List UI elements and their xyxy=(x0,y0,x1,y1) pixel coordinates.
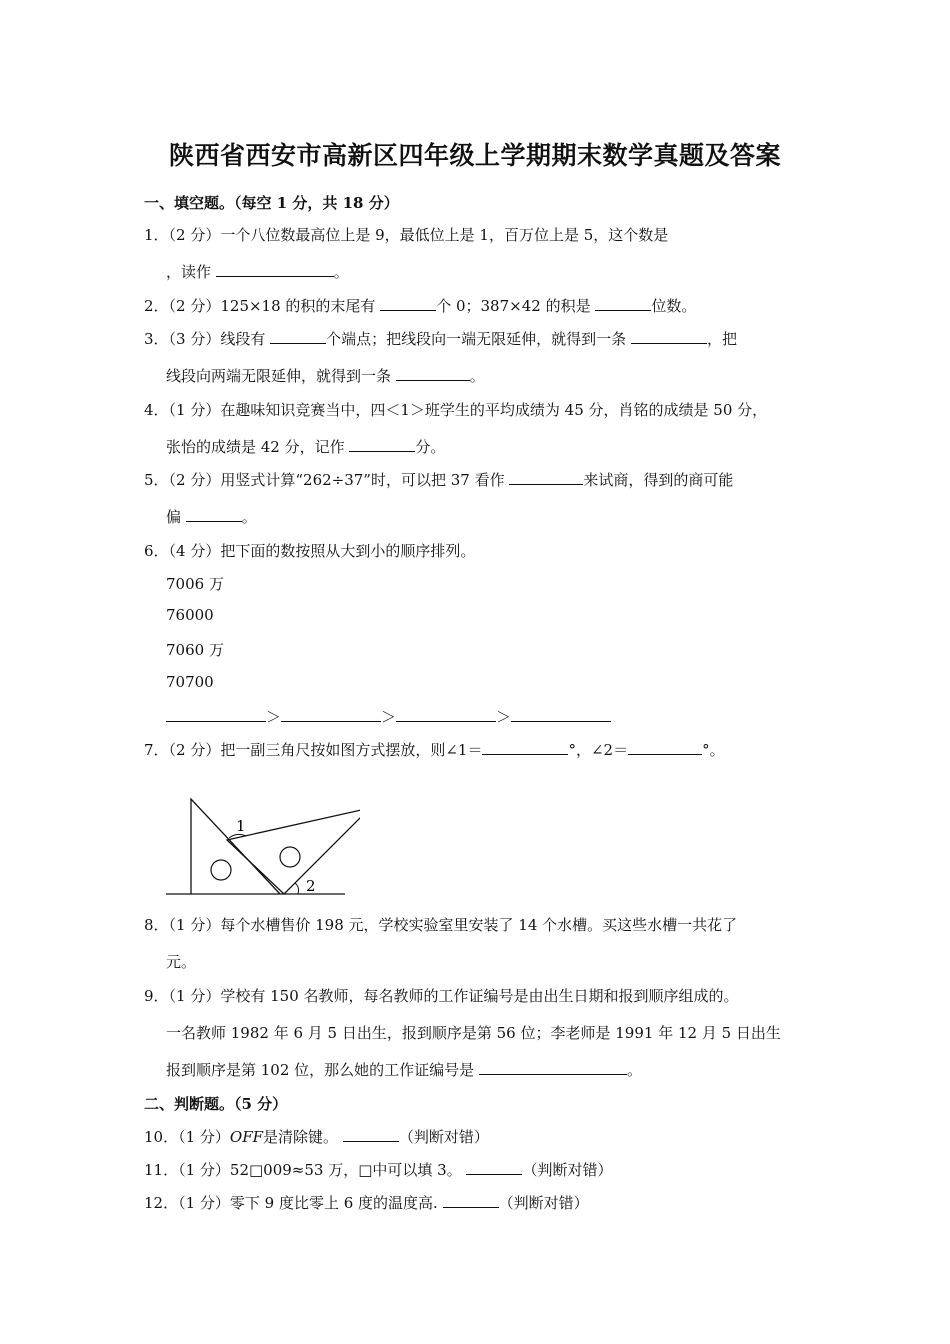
question-3-line-2: 线段向两端无限延伸，就得到一条 。 xyxy=(166,367,485,385)
greater-than-sign: ＞ xyxy=(381,708,397,726)
answer-blank[interactable] xyxy=(443,1193,499,1208)
question-9-line-3: 报到顺序是第 102 位，那么她的工作证编号是 。 xyxy=(166,1061,642,1079)
angle-2-label: 2 xyxy=(306,877,316,895)
triangle-hole-1 xyxy=(211,860,231,880)
section-2-heading: 二、判断题。（5 分） xyxy=(144,1095,288,1113)
off-key-label: OFF xyxy=(229,1128,264,1146)
answer-blank[interactable] xyxy=(216,262,334,277)
answer-blank[interactable] xyxy=(628,740,702,755)
greater-than-sign: ＞ xyxy=(266,708,282,726)
question-5-line-1: 5．（2 分）用竖式计算“262÷37”时，可以把 37 看作 来试商，得到的商可能 xyxy=(144,471,734,489)
answer-blank[interactable] xyxy=(509,470,583,485)
answer-blank[interactable] xyxy=(631,329,707,344)
number-item: 7006 万 xyxy=(166,575,224,593)
ordering-row xyxy=(166,706,611,727)
question-10: 10．（1 分）OFF是清除键。 （判断对错） xyxy=(144,1128,489,1146)
page-title: 陕西省西安市高新区四年级上学期期末数学真题及答案 xyxy=(168,141,781,170)
question-8-line-1: 8．（1 分）每个水槽售价 198 元，学校实验室里安装了 14 个水槽。买这些水槽一共花了 xyxy=(144,916,738,934)
angle-1-label: 1 xyxy=(236,817,246,835)
question-3-line-1: 3．（3 分）线段有 个端点；把线段向一端无限延伸，就得到一条 ，把 xyxy=(144,330,737,348)
question-7: 7．（2 分）把一副三角尺按如图方式摆放，则∠1＝ °，∠2＝ °。 xyxy=(144,741,725,759)
question-4-line-2: 张怡的成绩是 42 分，记作 分。 xyxy=(166,438,446,456)
answer-blank[interactable] xyxy=(349,437,415,452)
question-1-line-2: ，读作 。 xyxy=(166,263,349,281)
number-item: 76000 xyxy=(166,606,214,624)
angle-2-arc xyxy=(295,883,299,894)
question-8-line-2: 元。 xyxy=(166,953,197,971)
triangle-hole-2 xyxy=(280,847,300,867)
number-item: 7060 万 xyxy=(166,641,224,659)
question-5-line-2: 偏 。 xyxy=(166,508,257,526)
answer-blank[interactable] xyxy=(186,507,242,522)
answer-blank[interactable] xyxy=(281,707,381,722)
triangle-rulers-figure xyxy=(160,795,360,900)
set-square-1 xyxy=(191,799,280,894)
question-9-line-1: 9．（1 分）学校有 150 名教师，每名教师的工作证编号是由出生日期和报到顺序组成的。 xyxy=(144,987,739,1005)
set-square-2 xyxy=(227,808,360,894)
answer-blank[interactable] xyxy=(396,366,470,381)
greater-than-sign: ＞ xyxy=(496,708,512,726)
answer-blank[interactable] xyxy=(396,707,496,722)
question-4-line-1: 4．（1 分）在趣味知识竞赛当中，四＜1＞班学生的平均成绩为 45 分，肖铭的成绩是 50 分， xyxy=(144,401,768,419)
answer-blank[interactable] xyxy=(479,1060,627,1075)
answer-blank[interactable] xyxy=(380,296,436,311)
answer-blank[interactable] xyxy=(511,707,611,722)
number-item: 70700 xyxy=(166,673,214,691)
question-9-line-2: 一名教师 1982 年 6 月 5 日出生，报到顺序是第 56 位；李老师是 1991 年 12 月 5 日出生 xyxy=(166,1024,781,1042)
answer-blank[interactable] xyxy=(466,1160,522,1175)
answer-blank[interactable] xyxy=(595,296,651,311)
question-1-line-1: 1．（2 分）一个八位数最高位上是 9，最低位上是 1，百万位上是 5，这个数是 xyxy=(144,226,669,244)
answer-blank[interactable] xyxy=(343,1127,399,1142)
section-1-heading: 一、填空题。（每空 1 分，共 18 分） xyxy=(144,194,399,212)
question-2: 2．（2 分）125×18 的积的末尾有 个 0；387×42 的积是 位数。 xyxy=(144,297,697,315)
answer-blank[interactable] xyxy=(270,329,326,344)
question-12: 12．（1 分）零下 9 度比零上 6 度的温度高. （判断对错） xyxy=(144,1194,589,1212)
question-6: 6．（4 分）把下面的数按照从大到小的顺序排列。 xyxy=(144,542,476,560)
answer-blank[interactable] xyxy=(482,740,568,755)
answer-blank[interactable] xyxy=(166,707,266,722)
question-11: 11．（1 分）52□009≈53 万，□中可以填 3。 （判断对错） xyxy=(144,1161,613,1179)
